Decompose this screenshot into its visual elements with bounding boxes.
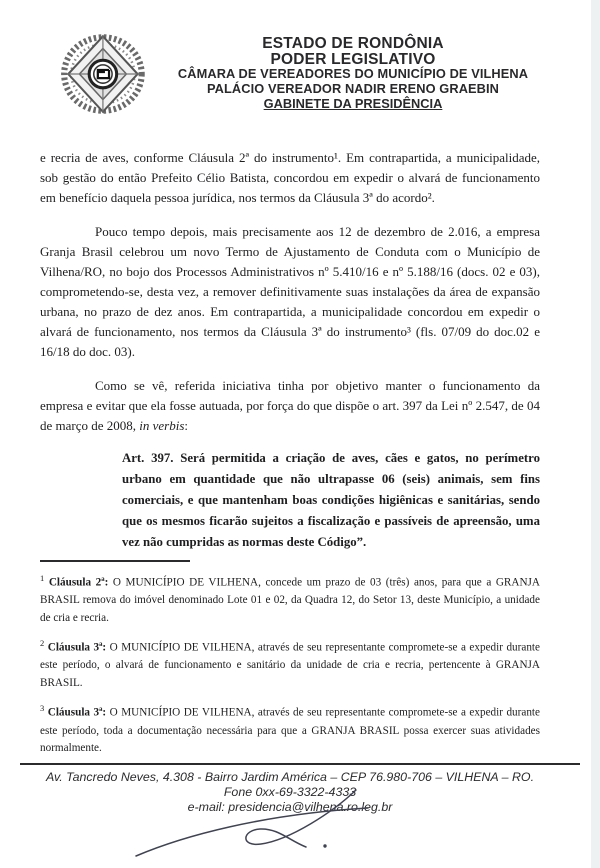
footnote-separator xyxy=(40,560,190,562)
coat-of-arms-icon xyxy=(56,26,158,120)
footnote-3-ref: 3 xyxy=(40,703,45,714)
paragraph-3 xyxy=(40,376,540,436)
org-line-branch: PODER LEGISLATIVO xyxy=(270,50,436,68)
paragraph-3-latin-term: in verbis xyxy=(139,418,185,433)
paragraph-3-colon: : xyxy=(184,418,189,433)
footnote-1-text: O MUNICÍPIO DE VILHENA, concede um prazo de 03 (três) anos, para que a GRANJA BRASIL remova do imóvel denominado Lote 01 e 02, da Quadra 12, do Setor 13, deste Município, a unidade de cria e recria. xyxy=(40,576,540,624)
footnote-3-label: Cláusula 3ª: xyxy=(47,707,107,720)
footnote-2 xyxy=(40,635,540,692)
footnote-1-ref: 1 xyxy=(40,573,45,583)
signature-icon xyxy=(128,784,378,866)
footnote-2-label: Cláusula 3ª: xyxy=(47,641,107,654)
footer-address: Av. Tancredo Neves, 4.308 - Bairro Jardim América – CEP 76.980-706 – VILHENA – RO. xyxy=(45,769,535,784)
org-line-chamber: CÂMARA DE VEREADORES DO MUNICÍPIO DE VILHENA xyxy=(177,66,529,81)
footer-email: e-mail: presidencia@vilhena.ro.leg.br xyxy=(187,799,393,814)
letterhead xyxy=(56,26,548,120)
footnote-1-label: Cláusula 2ª: xyxy=(48,576,109,589)
legal-quote-art-397: Art. 397. Será permitida a criação de aves, cães e gatos, no perímetro urbano em quantidade que não ultrapasse 06 (seis) animais, sem fins comerciais, e que mantenham boas condições higiênicas e sanitárias, sendo que os mesmos ficarão sujeitos a fiscalização e passíveis de apreensão, uma vez não cumpridas as normas deste Código”. xyxy=(122,451,540,549)
document-body xyxy=(40,148,540,815)
paragraph-2: Pouco tempo depois, mais precisamente aos 12 de dezembro de 2.016, a empresa Granja Brasil celebrou um novo Termo de Ajustamento de Conduta com o Município de Vilhena/RO, no bojo dos Processos Administrativos nº 5.410/16 e nº 5.188/16 (docs. 02 e 03), comprometendo-se, desta vez, a remover definitivamente suas instalações da área de expansão urbana, no prazo de dez anos. Em contrapartida, a municipalidade concordou em expedir o alvará de funcionamento, nos termos da Cláusula 3ª do instrumento³ (fls. 07/09 do doc.02 e 16/18 do doc. 03). xyxy=(40,224,540,359)
letterhead-text xyxy=(158,26,548,112)
footnote-2-ref: 2 xyxy=(40,638,45,649)
footnote-3-text: O MUNICÍPIO DE VILHENA, através de seu representante compromete-se a expedir durante este período, toda a documentação necessária para que a GRANJA BRASIL possa exercer suas atividades normalmente. xyxy=(40,707,541,755)
paragraph-3-text: Como se vê, referida iniciativa tinha por objetivo manter o funcionamento da empresa e evitar que ela fosse autuada, por força do que dispõe o art. 397 da Lei nº 2.547, de 04 de março de 2008, xyxy=(40,378,540,433)
paragraph-1: e recria de aves, conforme Cláusula 2ª do instrumento¹. Em contrapartida, a municipalidade, sob gestão do então Prefeito Célio Batista, concordou em expedir o alvará de funcionamento em benefício daquela pessoa jurídica, nos termos da Cláusula 3ª do acordo². xyxy=(40,150,540,205)
scan-edge-shadow xyxy=(591,0,600,868)
footnote-2-text: O MUNICÍPIO DE VILHENA, através de seu representante compromete-se a expedir durante este período, o alvará de funcionamento e sanitário da unidade de cria e recria, pertencente à GRANJA BRASIL. xyxy=(40,641,541,689)
department-title: GABINETE DA PRESIDÊNCIA xyxy=(263,96,443,111)
org-line-state: ESTADO DE RONDÔNIA xyxy=(262,35,444,52)
footnote-1 xyxy=(40,570,540,627)
footnote-3 xyxy=(40,700,540,757)
footer-phone: Fone 0xx-69-3322-4333 xyxy=(223,784,357,799)
footer-separator xyxy=(20,763,580,765)
org-line-palace: PALÁCIO VEREADOR NADIR ERENO GRAEBIN xyxy=(206,80,500,96)
